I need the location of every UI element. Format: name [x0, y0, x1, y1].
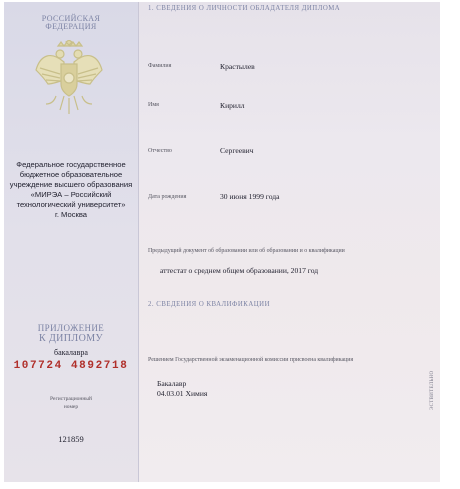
patronymic-value: Сергеевич [220, 146, 254, 155]
patronymic-label: Отчество [148, 148, 172, 154]
institution-line: Федеральное государственное [16, 160, 126, 169]
registration-label-line2: номер [63, 404, 79, 410]
qualification-decision-text: Решением Государственной экзаменационной комиссии присвоена квалификация [148, 357, 354, 363]
institution-line: учреждение высшего образования [9, 180, 133, 189]
institution-line: бюджетное образовательное [19, 170, 123, 179]
institution-line: г. Москва [55, 210, 87, 219]
surname-value: Крастылев [220, 62, 255, 71]
institution-line: «МИРЭА – Российский [30, 190, 112, 199]
supplement-title-line2: К ДИПЛОМУ [38, 333, 103, 344]
qualification-program: 04.03.01 Химия [157, 389, 208, 398]
section-2-heading: 2. СВЕДЕНИЯ О КВАЛИФИКАЦИИ [148, 301, 270, 308]
section-1-heading: 1. СВЕДЕНИЯ О ЛИЧНОСТИ ОБЛАДАТЕЛЯ ДИПЛОМА [148, 5, 341, 12]
birth-date-value: 30 июня 1999 года [220, 192, 280, 201]
country-title-line2: ФЕДЕРАЦИЯ [45, 22, 97, 31]
supplement-title-line1: ПРИЛОЖЕНИЕ [37, 323, 105, 333]
institution-line: технологический университет» [16, 200, 126, 209]
birth-date-label: Дата рождения [148, 194, 187, 200]
first-name-value: Кирилл [220, 101, 245, 110]
qualification-title: Бакалавр [157, 379, 187, 388]
first-name-label: Имя [148, 102, 159, 108]
double-headed-eagle-emblem-icon [34, 40, 104, 118]
previous-document-label: Предыдущий документ об образовании или об образовании и о квалификации [148, 248, 345, 254]
degree-level: бакалавра [54, 348, 88, 357]
surname-label: Фамилия [148, 63, 172, 69]
registration-number: 121859 [58, 434, 84, 444]
previous-document-value: аттестат о среднем общем образовании, 2017 год [160, 266, 319, 275]
registration-label-line1: Регистрационный [50, 396, 92, 402]
serial-number: 107724 4892718 [13, 360, 129, 372]
vertical-validity-note: ЭСТВИТЕЛЬНО [430, 370, 435, 410]
country-title-line1: РОССИЙСКАЯ [41, 14, 101, 23]
